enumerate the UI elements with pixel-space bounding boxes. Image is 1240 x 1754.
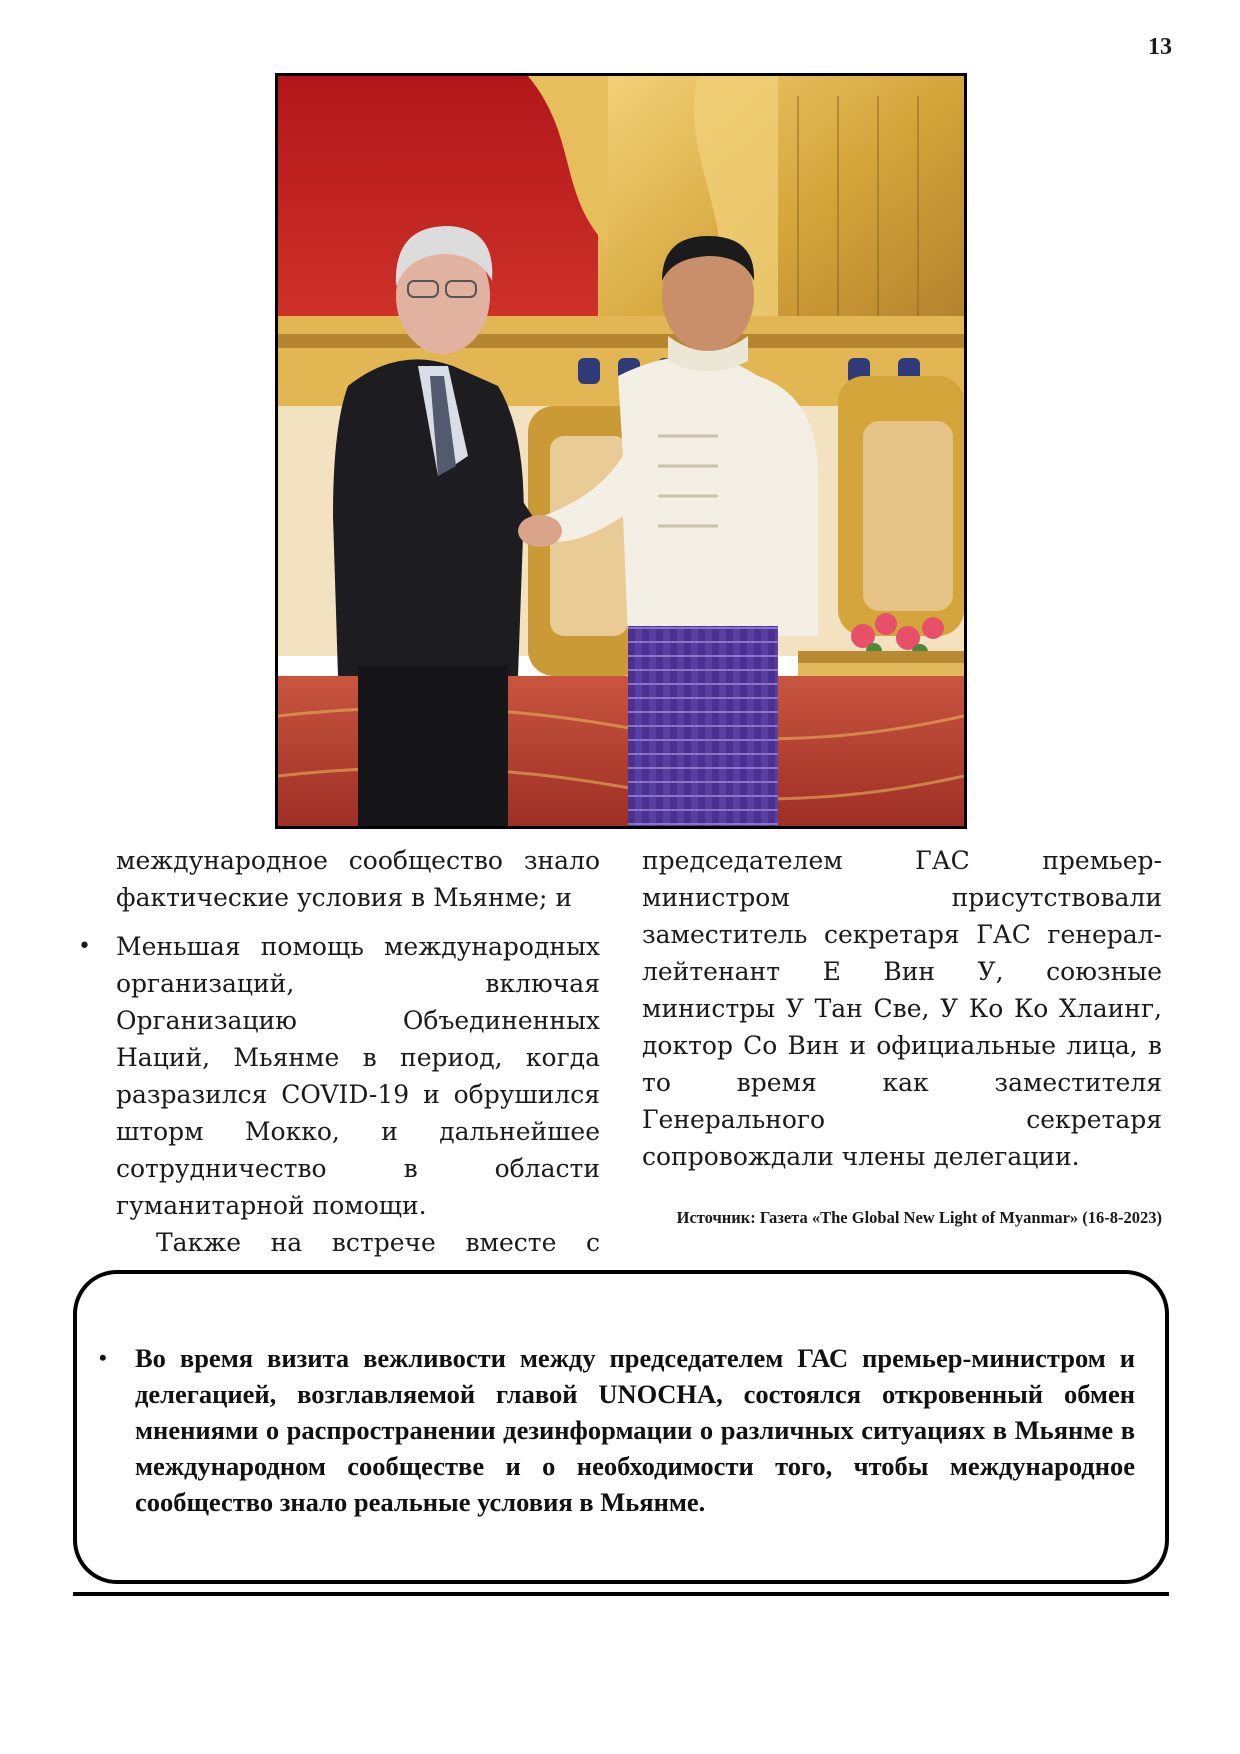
summary-box — [73, 1270, 1169, 1584]
handshake-photo — [275, 73, 967, 829]
photo-illustration — [278, 76, 964, 826]
left-bullet-item: • Меньшая помощь международных организаций, включая Организацию Объединенных Наций, Мьянме в период, когда разразился COVID-19 и обрушился шторм Мокко, и дальнейшее сотрудничество в области гуманитарной помощи. — [116, 928, 600, 1224]
summary-text: • Во время визита вежливости между председателем ГАС премьер-министром и делегацией, возглавляемой главой UNOCHA, состоялся откровенный обмен мнениями о распространении дезинформации о различных ситуациях в Мьянме в международном сообществе и о необходимости того, чтобы международное сообщество знало реальные условия в Мьянме. — [135, 1340, 1135, 1520]
page-number: 13 — [1148, 34, 1172, 60]
left-column — [116, 842, 600, 1224]
left-paragraph-end: международное сообщество знало фактические условия в Мьянме; и — [116, 846, 600, 912]
left-also-paragraph: Также на встрече вместе с — [156, 1228, 600, 1257]
right-column — [642, 842, 1162, 1175]
source-citation: Источник: Газета «The Global New Light of Myanmar» (16-8-2023) — [676, 1208, 1162, 1227]
right-paragraph: председателем ГАС премьер-министром присутствовали заместитель секретаря ГАС генерал-лейтенант Е Вин У, союзные министры У Тан Све, У Ко Ко Хлаинг, доктор Со Вин и официальные лица, в то время как заместителя Генерального секретаря сопровождали члены делегации. — [642, 846, 1162, 1171]
bottom-rule — [73, 1592, 1169, 1596]
